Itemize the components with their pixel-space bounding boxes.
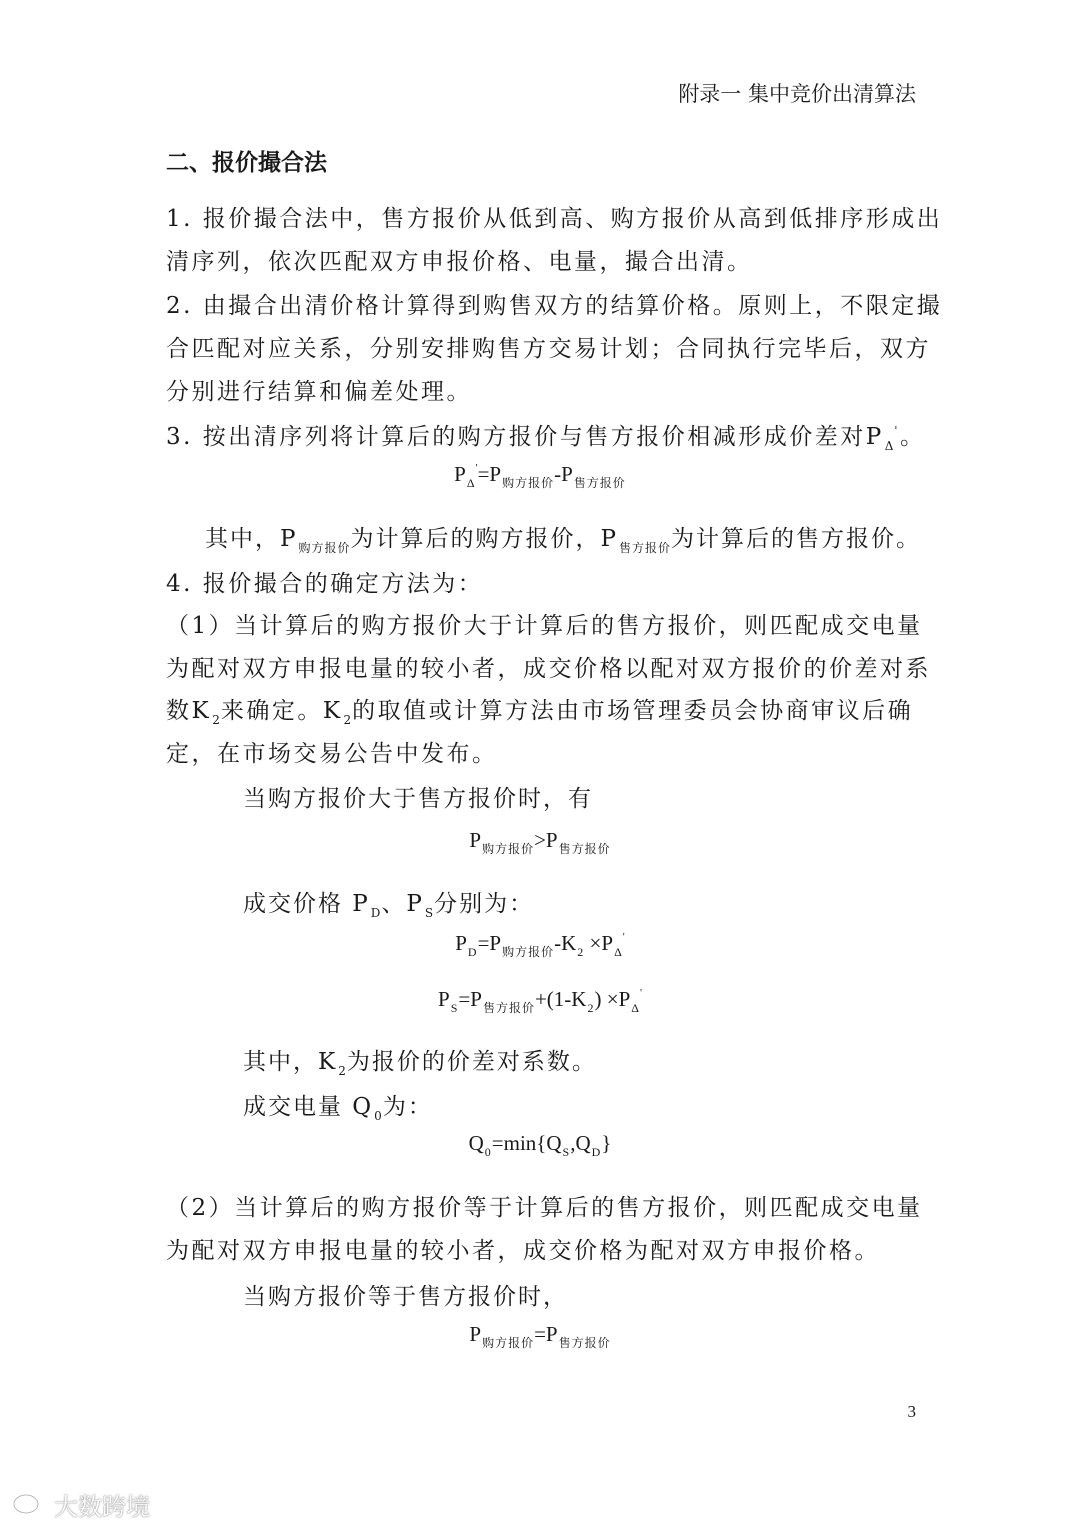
paragraph-line: （1）当计算后的购方报价大于计算后的售方报价，则匹配成交电量 — [166, 613, 923, 639]
paragraph-line: 为配对双方申报电量的较小者，成交价格为配对双方申报价格。 — [166, 1238, 880, 1264]
paragraph-line: 当购方报价大于售方报价时，有 — [243, 786, 593, 812]
paragraph-line: 其中，$K_2$为报价的价差对系数。 — [243, 1049, 597, 1078]
paragraph-line: 合匹配对应关系，分别安排购售方交易计划；合同执行完毕后，双方 — [166, 336, 931, 362]
paragraph-line: 分别进行结算和偏差处理。 — [166, 379, 472, 405]
equation-ps: $P_S=P_{售方报价}+(1-K_2) \times P_\Delta'$ — [438, 987, 642, 1015]
equation-buy-gt-sell: $P_{购方报价}>P_{售方报价}$ — [469, 828, 611, 856]
paragraph-line: 4. 报价撮合的确定方法为： — [166, 571, 484, 597]
paragraph-line: 成交电量 $Q_0$为： — [243, 1094, 433, 1123]
paragraph-line: 成交价格 $P_D$、$P_S$分别为： — [243, 891, 535, 920]
page-number: 3 — [907, 1402, 916, 1421]
paragraph-line: 1. 报价撮合法中，售方报价从低到高、购方报价从高到低排序形成出 — [166, 206, 943, 232]
section-title: 二、报价撮合法 — [166, 149, 327, 176]
running-header: 附录一 集中竞价出清算法 — [678, 82, 916, 106]
paragraph-line: 当购方报价等于售方报价时， — [243, 1284, 568, 1310]
paragraph-line: 数$K_2$来确定。$K_2$的取值或计算方法由市场管理委员会协商审议后确 — [166, 698, 914, 727]
paragraph-line: 定，在市场交易公告中发布。 — [166, 741, 498, 767]
paragraph-line: 为配对双方申报电量的较小者，成交价格以配对双方报价的价差对系 — [166, 656, 931, 682]
paragraph-line: 其中，$P_{购方报价}$为计算后的购方报价，$P_{售方报价}$为计算后的售方报价。 — [205, 526, 921, 555]
watermark-text: 大数跨境 — [54, 1493, 150, 1521]
paragraph-line: （2）当计算后的购方报价等于计算后的售方报价，则匹配成交电量 — [166, 1195, 923, 1221]
equation-price-diff: $P_\Delta'=P_{购方报价}-P_{售方报价}$ — [454, 462, 626, 490]
equation-q0: $Q_0=\min\{Q_S,Q_D\}$ — [468, 1131, 612, 1159]
paragraph-line: 清序列，依次匹配双方申报价格、电量，撮合出清。 — [166, 249, 753, 275]
paragraph-line: 2. 由撮合出清价格计算得到购售双方的结算价格。原则上，不限定撮 — [166, 293, 943, 319]
weibo-icon — [12, 1489, 46, 1520]
equation-buy-eq-sell: $P_{购方报价}=P_{售方报价}$ — [469, 1322, 611, 1350]
watermark — [12, 1487, 150, 1522]
paragraph-line: 3. 按出清序列将计算后的购方报价与售方报价相减形成价差对$P_\Delta'$。 — [166, 424, 926, 453]
equation-pd: $P_D=P_{购方报价}-K_2 \times P_\Delta'$ — [455, 931, 625, 959]
